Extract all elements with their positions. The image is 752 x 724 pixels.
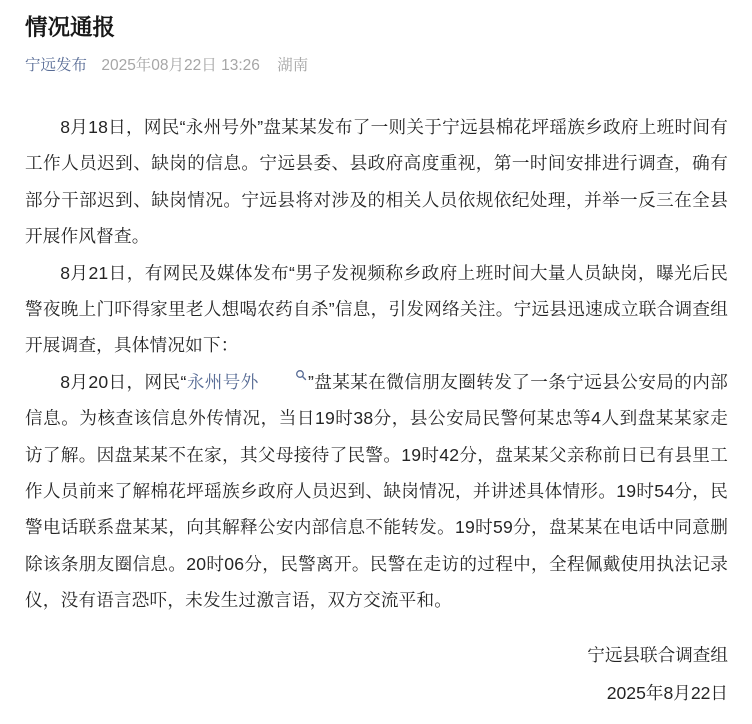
publish-datetime: 2025年08月22日 13:26 (101, 57, 260, 74)
signature-block (25, 636, 728, 712)
signature-date: 2025年8月22日 (606, 682, 728, 703)
paragraph-3 (25, 364, 728, 619)
article-body (25, 109, 728, 619)
publish-location: 湖南 (277, 57, 309, 74)
yongzhou-haowai-link[interactable] (187, 372, 308, 392)
paragraph-1: 8月18日，网民“永州号外”盘某某发布了一则关于宁远县棉花坪瑶族乡政府上班时间有工作人员迟到、缺岗的信息。宁远县委、县政府高度重视，第一时间安排进行调查，确有部分干部迟到、缺岗情况。宁远县将对涉及的相关人员依规依纪处理，并举一反三在全县开展作风督查。 (25, 117, 728, 247)
paragraph-2: 8月21日，有网民及媒体发布“男子发视频称乡政府上班时间大量人员缺岗，曝光后民警夜晚上门吓得家里老人想喝农药自杀”信息，引发网络关注。宁远县迅速成立联合调查组开展调查，具体情况如下： (25, 262, 728, 356)
link-text: 永州号外 (186, 371, 259, 392)
article-byline (25, 55, 728, 76)
article-title: 情况通报 (25, 15, 116, 40)
paragraph-3-post: ”盘某某在微信朋友圈转发了一条宁远县公安局的内部信息。为核查该信息外传情况，当日19时38分，县公安局民警何某忠等4人到盘某某家走访了解。因盘某某不在家，其父母接待了民警。19时42分，盘某某父亲称前日已有县里工作人员前来了解棉花坪瑶族乡政府人员迟到、缺岗情况，并讲述具体情形。19时54分，民警电话联系盘某某，向其解释公安内部信息不能转发。19时59分，盘某某在电话中同意删除该条朋友圈信息。20时06分，民警离开。民警在走访的过程中，全程佩戴使用执法记录仪，没有语言恐吓，未发生过激言语，双方交流平和。 (25, 371, 728, 611)
paragraph-3-pre: 8月20日，网民“ (60, 371, 187, 392)
signature-org: 宁远县联合调查组 (587, 644, 728, 665)
account-name-link[interactable]: 宁远发布 (25, 57, 88, 74)
search-icon (260, 369, 307, 381)
